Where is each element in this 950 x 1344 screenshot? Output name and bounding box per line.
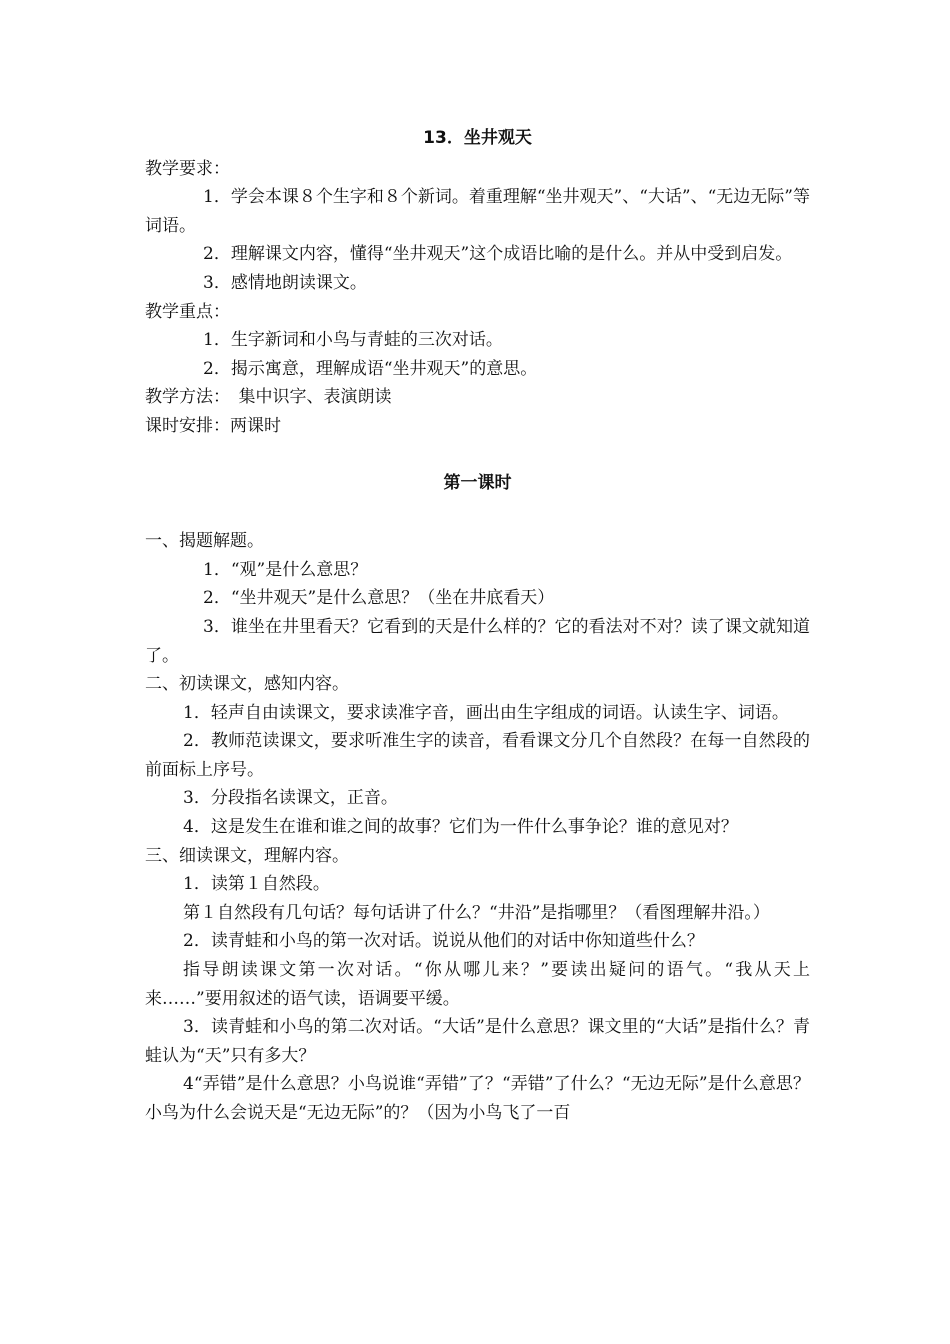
text-line: 第１自然段有几句话？每句话讲了什么？“井沿”是指哪里？（看图理解井沿。）: [183, 902, 770, 923]
text-line: 4“弄错”是什么意思？小鸟说谁“弄错”了？“弄错”了什么？“无边无际”是什么意思？小鸟为什么会说天是“无边无际”的？（因为小鸟飞了一百: [145, 1074, 810, 1123]
text-line: 教学要求：: [145, 158, 230, 179]
lesson-title: 13．坐井观天: [423, 128, 532, 148]
text-line: 1．读第１自然段。: [183, 874, 330, 895]
text-line: 2．理解课文内容，懂得“坐井观天”这个成语比喻的是什么。并从中受到启发。: [203, 244, 793, 265]
text-line: 指导朗读课文第一次对话。“你从哪儿来？”要读出疑问的语气。“我从天上来……”要用叙述的语气读，语调要平缓。: [145, 960, 810, 1009]
text-line: 二、初读课文，感知内容。: [145, 674, 349, 695]
text-line: 1．生字新词和小鸟与青蛙的三次对话。: [203, 330, 503, 351]
text-line: 一、揭题解题。: [145, 531, 264, 552]
text-line: 1．学会本课８个生字和８个新词。着重理解“坐井观天”、“大话”、“无边无际”等词语。: [145, 187, 810, 236]
text-line: 4．这是发生在谁和谁之间的故事？它们为一件什么事争论？谁的意见对？: [183, 817, 738, 838]
text-line: 教学方法： 集中识字、表演朗读: [145, 387, 392, 408]
text-line: 2．揭示寓意，理解成语“坐井观天”的意思。: [203, 358, 538, 379]
text-line: 课时安排：两课时: [145, 415, 281, 436]
text-line: 2．“坐井观天”是什么意思？（坐在井底看天）: [203, 588, 555, 609]
text-line: 三、细读课文，理解内容。: [145, 845, 349, 866]
document-page: [145, 124, 810, 1128]
text-line: 3．读青蛙和小鸟的第二次对话。“大话”是什么意思？课文里的“大话”是指什么？青蛙认为“天”只有多大？: [145, 1017, 810, 1066]
text-line: 3．谁坐在井里看天？它看到的天是什么样的？它的看法对不对？读了课文就知道了。: [145, 616, 810, 666]
text-line: 3．感情地朗读课文。: [203, 272, 367, 293]
text-line: 3．分段指名读课文，正音。: [183, 788, 398, 809]
text-line: 1．“观”是什么意思？: [203, 559, 368, 580]
text-line: 2．教师范读课文，要求听准生字的读音，看看课文分几个自然段？在每一自然段的前面标上序号。: [145, 731, 810, 780]
text-line: 教学重点：: [145, 301, 230, 322]
section-title: 第一课时: [443, 472, 512, 493]
text-line: 1．轻声自由读课文，要求读准字音，画出由生字组成的词语。认读生字、词语。: [183, 702, 789, 723]
text-line: 2．读青蛙和小鸟的第一次对话。说说从他们的对话中你知道些什么？: [183, 931, 704, 952]
